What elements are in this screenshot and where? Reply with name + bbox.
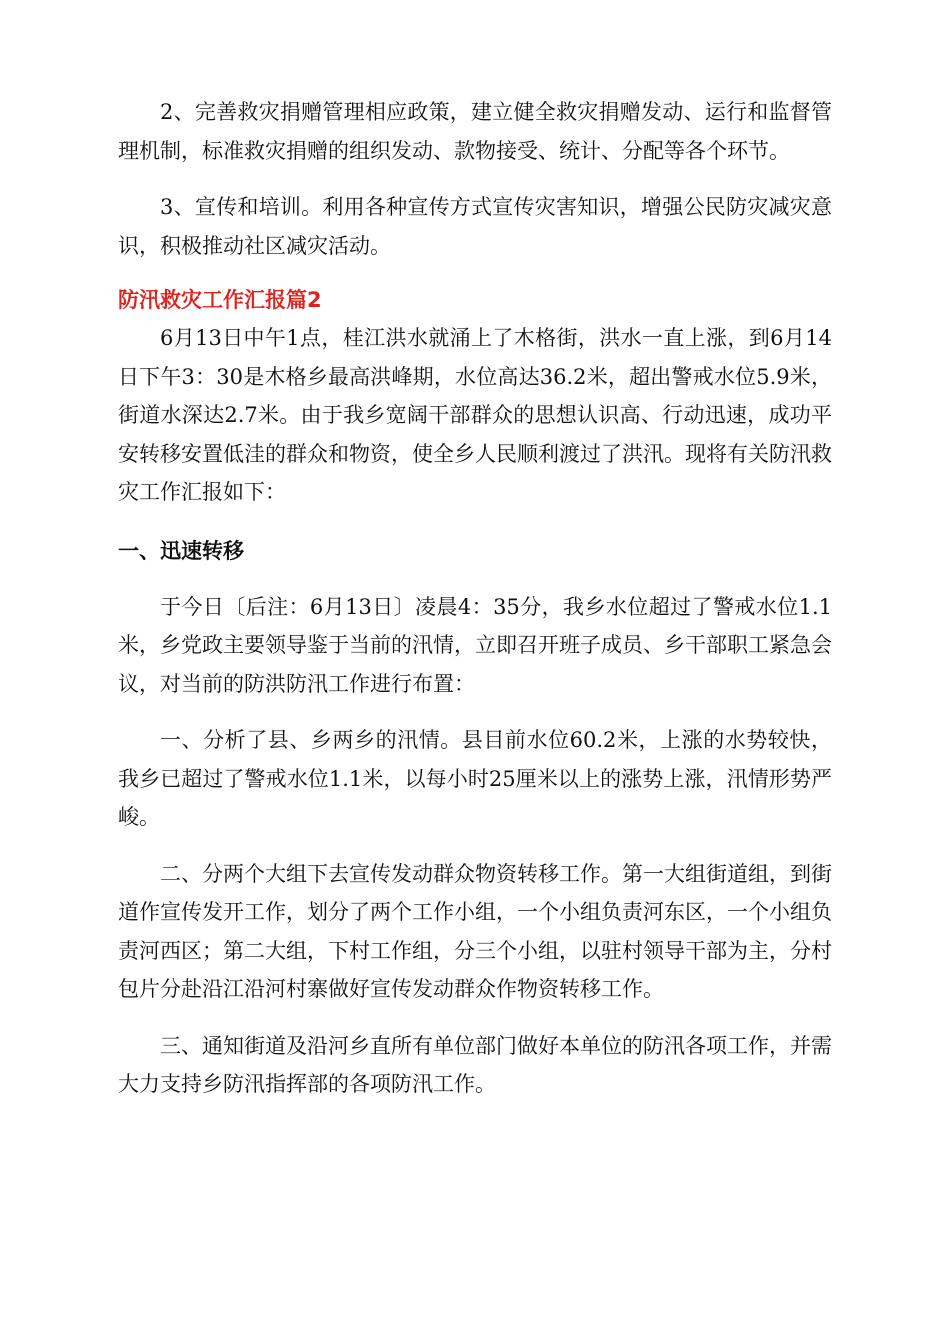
paragraph-emergency-meeting: 于今日〔后注：6月13日〕凌晨4：35分，我乡水位超过了警戒水位1.1米，乡党政主要领导鉴于当前的汛情，立即召开班子成员、乡干部职工紧急会议，对当前的防洪防汛工作进行布置： (118, 594, 832, 696)
paragraph-flood-analysis: 一、分析了县、乡两乡的汛情。县目前水位60.2米，上涨的水势较快，我乡已超过了警戒水位1.1米，以每小时25厘米以上的涨势上涨，汛情形势严峻。 (118, 728, 832, 829)
section-title: 防汛救灾工作汇报篇2 (118, 288, 322, 312)
paragraph-publicity-training: 3、宣传和培训。利用各种宣传方式宣传灾害知识，增强公民防灾减灾意识，积极推动社区减灾活动。 (118, 195, 832, 258)
paragraph-notify-units: 三、通知街道及沿河乡直所有单位部门做好本单位的防汛各项工作，并需大力支持乡防汛指挥部的各项防汛工作。 (118, 1033, 832, 1096)
paragraph-flood-overview: 6月13日中午1点，桂江洪水就涌上了木格街，洪水一直上涨，到6月14日下午3：30是木格乡最高洪峰期，水位高达36.2米，超出警戒水位5.9米，街道水深达2.7米。由于我乡宽阔干部群众的思想认识高、行动迅速，成功平安转移安置低洼的群众和物资，使全乡人民顺利渡过了洪汛。现将有关防汛救灾工作汇报如下： (118, 326, 832, 504)
document-page (118, 93, 832, 1104)
paragraph-two-groups: 二、分两个大组下去宣传发动群众物资转移工作。第一大组街道组，到街道作宣传发开工作，划分了两个工作小组，一个小组负责河东区，一个小组负责河西区；第二大组，下村工作组，分三个小组，以驻村领导干部为主，分村包片分赴沿江沿河村寨做好宣传发动群众作物资转移工作。 (118, 861, 832, 1001)
subheading-rapid-transfer: 一、迅速转移 (118, 538, 244, 563)
paragraph-donation-policy: 2、完善救灾捐赠管理相应政策，建立健全救灾捐赠发动、运行和监督管理机制，标准救灾捐赠的组织发动、款物接受、统计、分配等各个环节。 (118, 100, 832, 163)
